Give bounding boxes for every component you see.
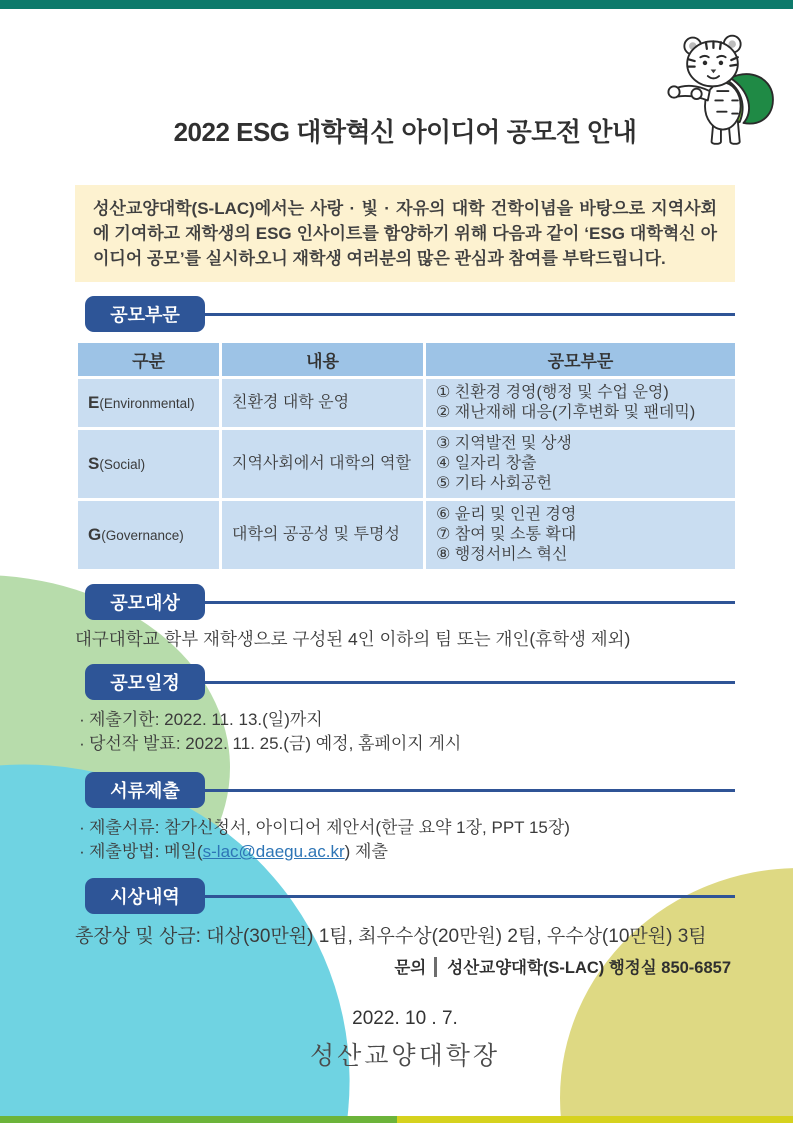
- bottom-bar-green: [0, 1116, 397, 1123]
- schedule-item: · 제출기한: 2022. 11. 13.(일)까지: [79, 710, 323, 729]
- row-s-code: S(Social): [77, 429, 221, 500]
- field-item: ④ 일자리 창출: [436, 455, 537, 472]
- row-g-content: 대학의 공공성 및 투명성: [221, 500, 425, 571]
- field-item: ⑥ 윤리 및 인권 경영: [436, 506, 577, 523]
- field-item: ① 친환경 경영(행정 및 수업 운영): [436, 384, 669, 401]
- contact-divider: [434, 957, 437, 977]
- field-item: ③ 지역발전 및 상생: [436, 435, 572, 452]
- row-s-content: 지역사회에서 대학의 역할: [221, 429, 425, 500]
- contact-line: [75, 954, 735, 978]
- table-row: [77, 378, 737, 429]
- row-g-code: G(Governance): [77, 500, 221, 571]
- field-item: ⑦ 참여 및 소통 확대: [436, 526, 577, 543]
- section-rule: [205, 601, 735, 604]
- footer-signature: 성산교양대학장: [309, 1042, 501, 1070]
- target-text: 대구대학교 학부 재학생으로 구성된 4인 이하의 팀 또는 개인(휴학생 제외): [75, 629, 631, 649]
- row-e-content: 친환경 대학 운영: [221, 378, 425, 429]
- contact-text: 성산교양대학(S-LAC) 행정실 850-6857: [447, 959, 731, 977]
- table-header-row: [77, 342, 737, 378]
- submission-list: [75, 816, 735, 864]
- section-awards-badge: 시상내역: [85, 878, 205, 914]
- section-schedule-badge: 공모일정: [85, 664, 205, 700]
- contact-label: 문의: [394, 959, 427, 977]
- section-rule: [205, 789, 735, 792]
- footer-date: 2022. 10 . 7.: [352, 1008, 458, 1029]
- field-item: ⑧ 행정서비스 혁신: [436, 546, 568, 563]
- section-target-badge: 공모대상: [85, 584, 205, 620]
- field-item: ② 재난재해 대응(기후변화 및 팬데믹): [436, 404, 696, 421]
- top-accent-bar: [0, 0, 793, 9]
- field-item: ⑤ 기타 사회공헌: [436, 475, 552, 492]
- table-row: [77, 500, 737, 571]
- section-submission-badge: 서류제출: [85, 772, 205, 808]
- section-fields-badge: 공모부문: [85, 296, 205, 332]
- col-header-content: 내용: [221, 342, 425, 378]
- table-row: [77, 429, 737, 500]
- schedule-item: · 당선작 발표: 2022. 11. 25.(금) 예정, 홈페이지 게시: [79, 734, 462, 753]
- section-rule: [205, 895, 735, 898]
- row-e-items: [425, 378, 737, 429]
- section-schedule-header: [75, 664, 735, 700]
- submission-item: · 제출서류: 참가신청서, 아이디어 제안서(한글 요약 1장, PPT 15장): [79, 818, 570, 837]
- section-awards-header: [75, 878, 735, 914]
- prize-text: 총장상 및 상금: 대상(30만원) 1팀, 최우수상(20만원) 2팀, 우수상(10만원) 3팀: [75, 926, 707, 947]
- bottom-accent-bar: [0, 1116, 793, 1123]
- row-s-items: [425, 429, 737, 500]
- esg-fields-table: [75, 340, 738, 572]
- row-e-code: E(Environmental): [77, 378, 221, 429]
- col-header-category: 구분: [77, 342, 221, 378]
- schedule-list: [75, 708, 735, 756]
- section-submission-header: [75, 772, 735, 808]
- bottom-bar-yellow: [397, 1116, 793, 1123]
- section-rule: [205, 681, 735, 684]
- submission-email-link[interactable]: s-lac@daegu.ac.kr: [202, 842, 345, 861]
- section-target-header: [75, 584, 735, 620]
- page-title: 2022 ESG 대학혁신 아이디어 공모전 안내: [173, 117, 637, 147]
- section-rule: [205, 313, 735, 316]
- submission-item: · 제출방법: 메일(s-lac@daegu.ac.kr) 제출: [79, 842, 388, 861]
- intro-box: 성산교양대학(S-LAC)에서는 사랑 · 빛 · 자유의 대학 건학이념을 바탕으로 지역사회에 기여하고 재학생의 ESG 인사이트를 함양하기 위해 다음과 같이 ‘ESG 대학혁신 아이디어 공모’를 실시하오니 재학생 여러분의 많은 관심과 참여를 부탁드립니다.: [75, 185, 735, 282]
- col-header-field: 공모부문: [425, 342, 737, 378]
- section-fields-header: [75, 296, 735, 332]
- row-g-items: [425, 500, 737, 571]
